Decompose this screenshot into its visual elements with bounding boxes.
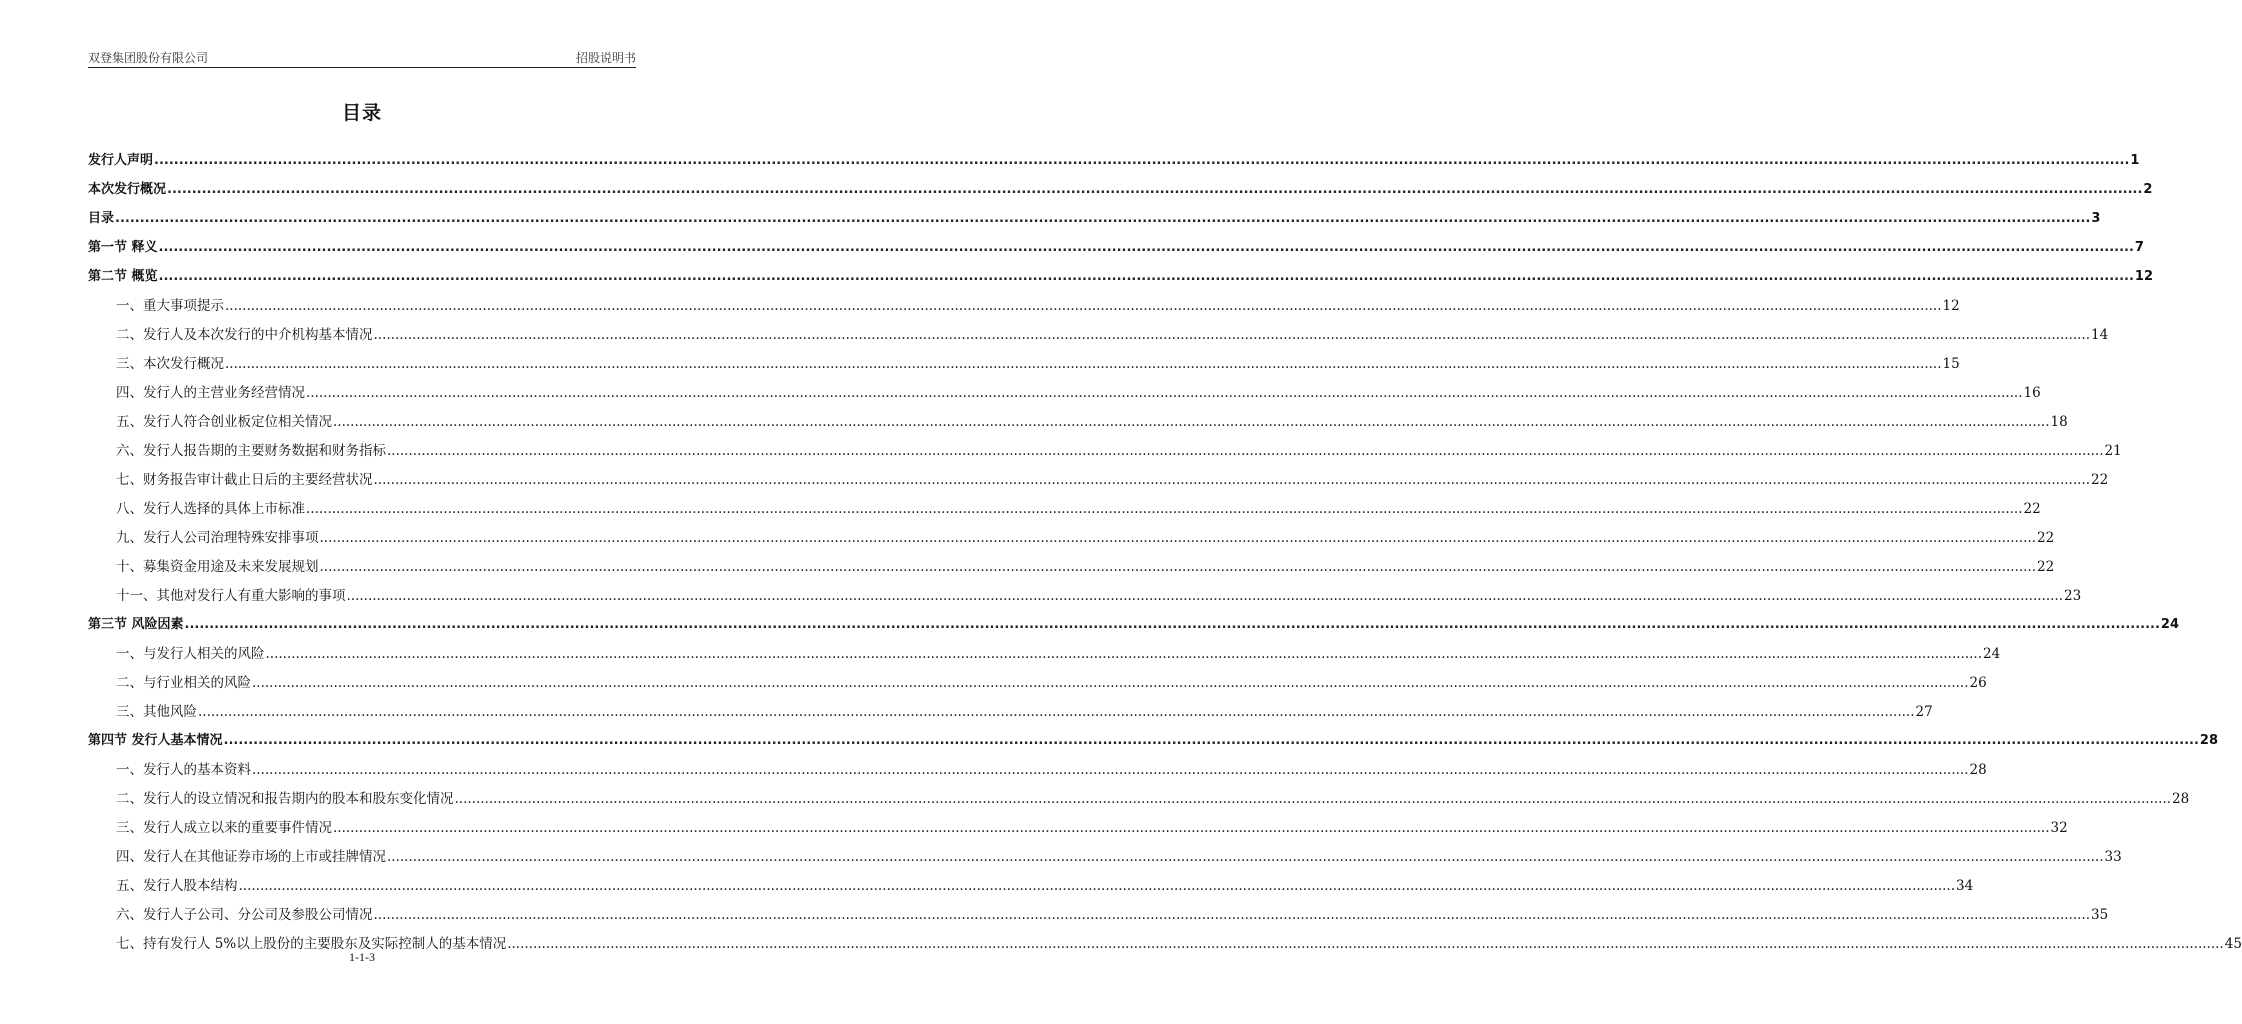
toc-entry[interactable] bbox=[88, 459, 2109, 488]
toc-leader-dots: ................................................................................................................................................................................................................................................................................................................................................................................................................ bbox=[507, 936, 2224, 952]
toc-leader-dots: ................................................................................................................................................................................................................................................................................................................................................................................................................ bbox=[198, 704, 1915, 720]
toc-entry-page: 2 bbox=[2143, 182, 2153, 197]
toc-leader-dots: ................................................................................................................................................................................................................................................................................................................................................................................................................ bbox=[265, 646, 1983, 662]
toc-leader-dots: ................................................................................................................................................................................................................................................................................................................................................................................................................ bbox=[252, 675, 1969, 691]
toc-entry-title: 本次发行概况 bbox=[88, 182, 167, 197]
page-number: 1-1-3 bbox=[349, 950, 375, 964]
toc-leader-dots: ................................................................................................................................................................................................................................................................................................................................................................................................................ bbox=[373, 327, 2091, 343]
toc-entry-page: 33 bbox=[2104, 849, 2122, 865]
toc-entry-title: 二、发行人的设立情况和报告期内的股本和股东变化情况 bbox=[116, 791, 454, 807]
toc-entry[interactable] bbox=[88, 836, 2122, 865]
toc-entry-title: 二、与行业相关的风险 bbox=[116, 675, 251, 691]
toc-entry[interactable] bbox=[88, 749, 1987, 778]
toc-leader-dots: ................................................................................................................................................................................................................................................................................................................................................................................................................ bbox=[319, 530, 2037, 546]
toc-entry[interactable] bbox=[88, 517, 2055, 546]
toc-entry[interactable] bbox=[88, 575, 2082, 604]
toc-entry-title: 九、发行人公司治理特殊安排事项 bbox=[116, 530, 319, 546]
toc-leader-dots: ................................................................................................................................................................................................................................................................................................................................................................................................................ bbox=[238, 878, 1956, 894]
toc-leader-dots: ................................................................................................................................................................................................................................................................................................................................................................................................................ bbox=[346, 588, 2064, 604]
toc-leader-dots: ................................................................................................................................................................................................................................................................................................................................................................................................................ bbox=[306, 385, 2023, 401]
toc-entry-title: 十一、其他对发行人有重大影响的事项 bbox=[116, 588, 346, 604]
toc-entry-title: 六、发行人子公司、分公司及参股公司情况 bbox=[116, 907, 373, 923]
document-type: 招股说明书 bbox=[575, 51, 636, 65]
toc-entry-page: 26 bbox=[1969, 675, 1987, 691]
toc-leader-dots: ................................................................................................................................................................................................................................................................................................................................................................................................................ bbox=[167, 182, 2143, 197]
toc-leader-dots: ................................................................................................................................................................................................................................................................................................................................................................................................................ bbox=[333, 414, 2050, 430]
toc-entry-page: 1 bbox=[2130, 153, 2140, 168]
toc-entry-title: 三、本次发行概况 bbox=[116, 356, 224, 372]
toc-entry[interactable] bbox=[88, 778, 2190, 807]
toc-leader-dots: ................................................................................................................................................................................................................................................................................................................................................................................................................ bbox=[225, 356, 1942, 372]
toc-entry[interactable] bbox=[88, 401, 2068, 430]
toc-leader-dots: ................................................................................................................................................................................................................................................................................................................................................................................................................ bbox=[184, 617, 2160, 632]
toc-entry-title: 一、与发行人相关的风险 bbox=[116, 646, 265, 662]
toc-entry-page: 3 bbox=[2091, 211, 2101, 226]
toc-entry-page: 34 bbox=[1956, 878, 1974, 894]
toc-entry-page: 12 bbox=[1942, 298, 1960, 314]
toc-leader-dots: ................................................................................................................................................................................................................................................................................................................................................................................................................ bbox=[115, 211, 2091, 226]
toc-entry-title: 第三节 风险因素 bbox=[88, 617, 184, 632]
page-header bbox=[88, 49, 636, 68]
toc-leader-dots: ................................................................................................................................................................................................................................................................................................................................................................................................................ bbox=[154, 153, 2130, 168]
toc-entry[interactable] bbox=[88, 633, 2001, 662]
toc-entry-title: 五、发行人股本结构 bbox=[116, 878, 238, 894]
toc-entry-title: 第四节 发行人基本情况 bbox=[88, 733, 223, 748]
toc-entry-title: 目录 bbox=[88, 211, 115, 226]
toc-entry[interactable] bbox=[88, 314, 2109, 343]
toc-entry-page: 12 bbox=[2134, 269, 2154, 284]
toc-entry-title: 四、发行人的主营业务经营情况 bbox=[116, 385, 305, 401]
toc-entry-title: 四、发行人在其他证券市场的上市或挂牌情况 bbox=[116, 849, 386, 865]
toc-entry[interactable] bbox=[88, 894, 2109, 923]
toc-entry-page: 22 bbox=[2023, 501, 2041, 517]
toc-entry[interactable] bbox=[88, 140, 2140, 169]
toc-entry[interactable] bbox=[88, 488, 2041, 517]
toc-entry-page: 21 bbox=[2104, 443, 2122, 459]
toc-entry-title: 七、财务报告审计截止日后的主要经营状况 bbox=[116, 472, 373, 488]
toc-entry-page: 7 bbox=[2134, 240, 2144, 255]
toc-leader-dots: ................................................................................................................................................................................................................................................................................................................................................................................................................ bbox=[373, 472, 2091, 488]
toc-leader-dots: ................................................................................................................................................................................................................................................................................................................................................................................................................ bbox=[333, 820, 2050, 836]
toc-entry-page: 18 bbox=[2050, 414, 2068, 430]
toc-entry[interactable] bbox=[88, 720, 2219, 749]
toc-leader-dots: ................................................................................................................................................................................................................................................................................................................................................................................................................ bbox=[387, 849, 2104, 865]
toc-entry-page: 23 bbox=[2064, 588, 2082, 604]
toc-entry-page: 15 bbox=[1942, 356, 1960, 372]
toc-leader-dots: ................................................................................................................................................................................................................................................................................................................................................................................................................ bbox=[387, 443, 2104, 459]
toc-entry[interactable] bbox=[88, 256, 2154, 285]
toc-entry[interactable] bbox=[88, 865, 1974, 894]
toc-entry[interactable] bbox=[88, 285, 1960, 314]
company-name: 双登集团股份有限公司 bbox=[88, 51, 209, 65]
toc-entry[interactable] bbox=[88, 198, 2101, 227]
toc-entry[interactable] bbox=[88, 923, 2242, 952]
toc-entry-page: 24 bbox=[1983, 646, 2001, 662]
toc-entry[interactable] bbox=[88, 662, 1987, 691]
toc-entry-title: 五、发行人符合创业板定位相关情况 bbox=[116, 414, 332, 430]
toc-entry[interactable] bbox=[88, 169, 2153, 198]
toc-entry[interactable] bbox=[88, 227, 2144, 256]
toc-leader-dots: ................................................................................................................................................................................................................................................................................................................................................................................................................ bbox=[223, 733, 2199, 748]
toc-entry-title: 三、其他风险 bbox=[116, 704, 197, 720]
toc-entry[interactable] bbox=[88, 807, 2068, 836]
toc-entry-page: 24 bbox=[2160, 617, 2180, 632]
toc-entry-page: 45 bbox=[2224, 936, 2242, 952]
toc-entry-title: 一、发行人的基本资料 bbox=[116, 762, 251, 778]
toc-leader-dots: ................................................................................................................................................................................................................................................................................................................................................................................................................ bbox=[158, 240, 2134, 255]
toc-leader-dots: ................................................................................................................................................................................................................................................................................................................................................................................................................ bbox=[454, 791, 2172, 807]
toc-entry-title: 三、发行人成立以来的重要事件情况 bbox=[116, 820, 332, 836]
page-title: 目录 bbox=[341, 102, 382, 124]
toc-entry-title: 六、发行人报告期的主要财务数据和财务指标 bbox=[116, 443, 386, 459]
toc-entry-page: 22 bbox=[2091, 472, 2109, 488]
toc-leader-dots: ................................................................................................................................................................................................................................................................................................................................................................................................................ bbox=[306, 501, 2023, 517]
toc-leader-dots: ................................................................................................................................................................................................................................................................................................................................................................................................................ bbox=[252, 762, 1969, 778]
toc-entry-title: 第一节 释义 bbox=[88, 240, 158, 255]
toc-entry[interactable] bbox=[88, 691, 1933, 720]
toc-entry-page: 28 bbox=[1969, 762, 1987, 778]
toc-entry-title: 一、重大事项提示 bbox=[116, 298, 224, 314]
toc-leader-dots: ................................................................................................................................................................................................................................................................................................................................................................................................................ bbox=[158, 269, 2134, 284]
table-of-contents bbox=[88, 140, 2242, 952]
toc-leader-dots: ................................................................................................................................................................................................................................................................................................................................................................................................................ bbox=[225, 298, 1942, 314]
toc-entry-page: 28 bbox=[2172, 791, 2190, 807]
toc-entry-title: 十、募集资金用途及未来发展规划 bbox=[116, 559, 319, 575]
toc-entry[interactable] bbox=[88, 430, 2122, 459]
toc-entry-title: 七、持有发行人 5%以上股份的主要股东及实际控制人的基本情况 bbox=[116, 936, 507, 952]
toc-entry-page: 14 bbox=[2091, 327, 2109, 343]
toc-leader-dots: ................................................................................................................................................................................................................................................................................................................................................................................................................ bbox=[319, 559, 2037, 575]
toc-entry[interactable] bbox=[88, 546, 2055, 575]
toc-entry-page: 35 bbox=[2091, 907, 2109, 923]
toc-entry-page: 22 bbox=[2037, 530, 2055, 546]
toc-entry[interactable] bbox=[88, 343, 1960, 372]
toc-entry[interactable] bbox=[88, 604, 2180, 633]
toc-entry-title: 八、发行人选择的具体上市标准 bbox=[116, 501, 305, 517]
toc-entry-page: 27 bbox=[1915, 704, 1933, 720]
toc-entry-page: 22 bbox=[2037, 559, 2055, 575]
toc-entry-title: 发行人声明 bbox=[88, 153, 154, 168]
toc-leader-dots: ................................................................................................................................................................................................................................................................................................................................................................................................................ bbox=[373, 907, 2091, 923]
toc-entry-title: 二、发行人及本次发行的中介机构基本情况 bbox=[116, 327, 373, 343]
toc-entry[interactable] bbox=[88, 372, 2041, 401]
toc-entry-page: 32 bbox=[2050, 820, 2068, 836]
toc-entry-page: 28 bbox=[2199, 733, 2219, 748]
toc-entry-title: 第二节 概览 bbox=[88, 269, 158, 284]
toc-entry-page: 16 bbox=[2023, 385, 2041, 401]
